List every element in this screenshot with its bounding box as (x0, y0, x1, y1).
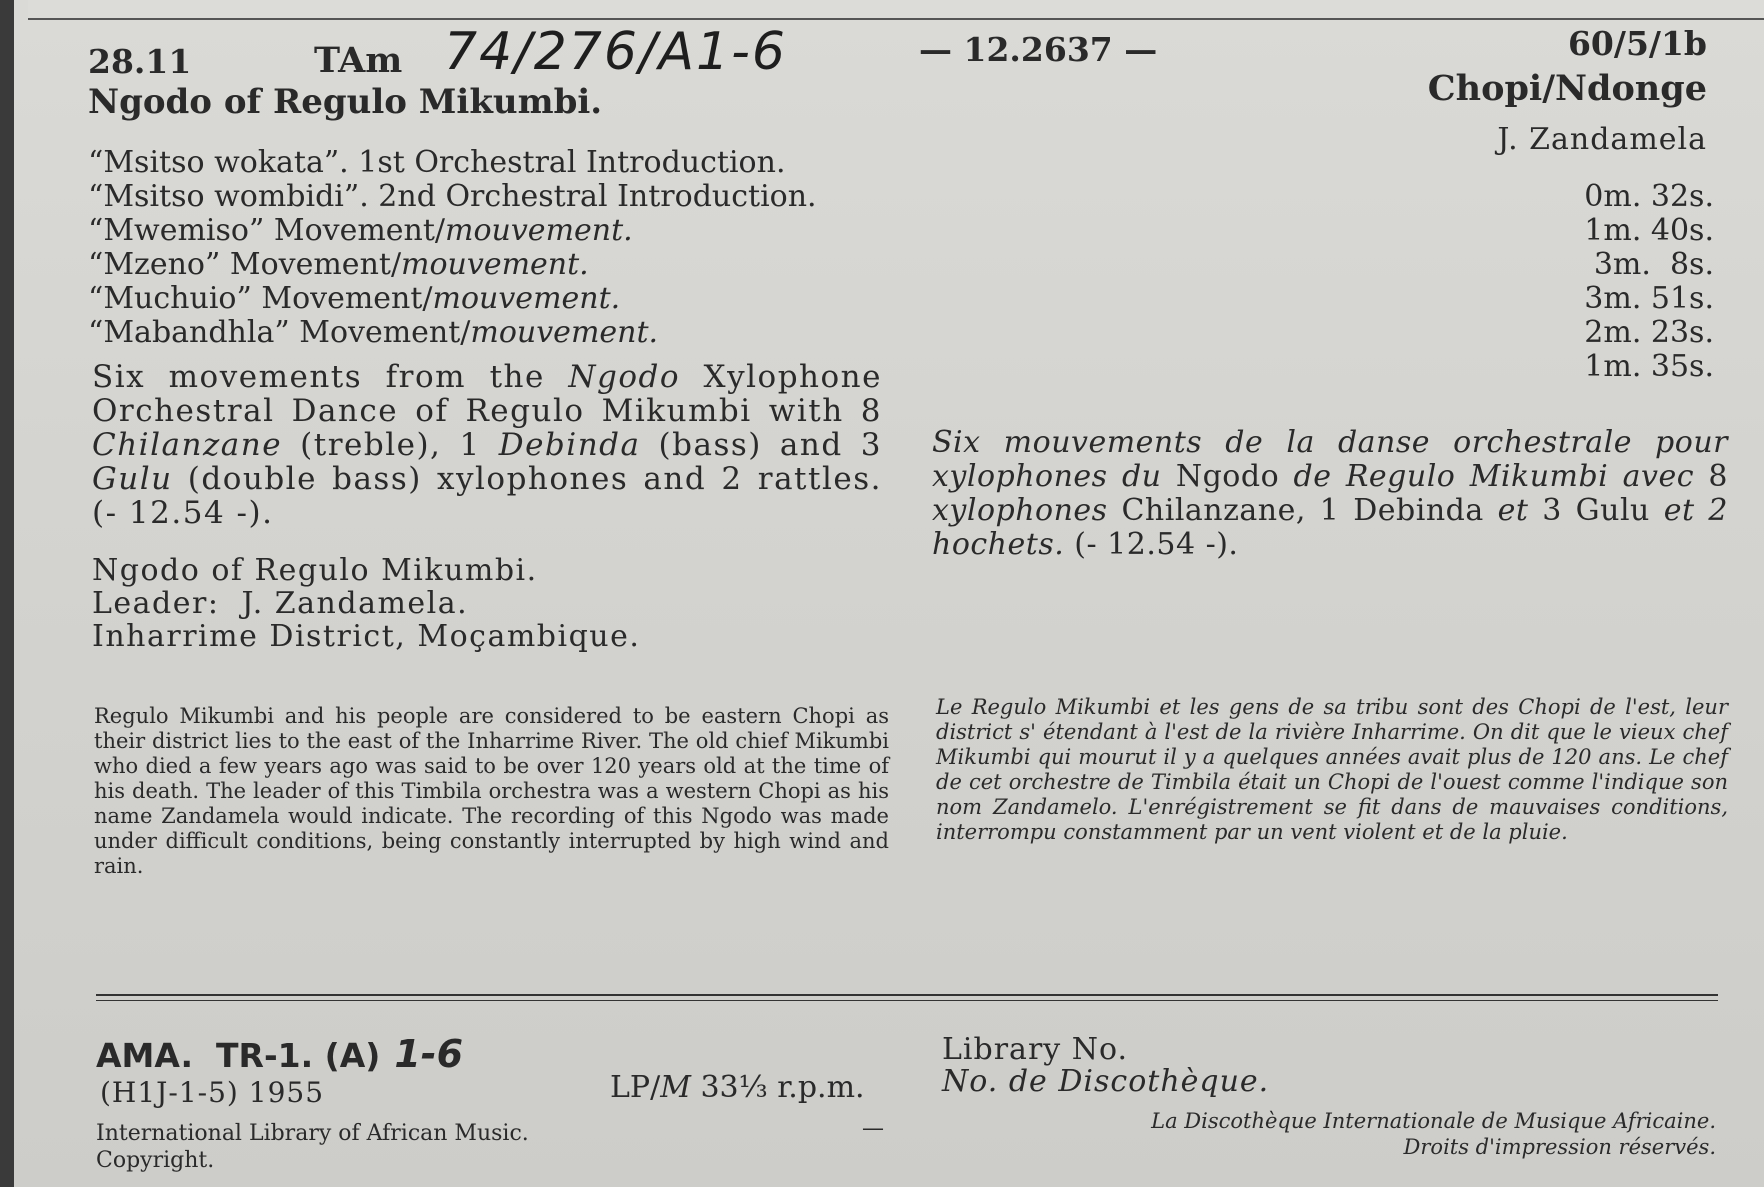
library-number-label: Library No. (942, 1032, 1129, 1067)
divider-rule (96, 1000, 1718, 1001)
track-duration: 1m. 35s. (1584, 349, 1714, 384)
handwritten-reference: 74/276/A1-6 (444, 22, 787, 82)
district-line: Inharrime District, Moçambique. (92, 619, 641, 654)
track-duration: 1m. 40s. (1584, 213, 1714, 248)
library-number-label-fr: No. de Discothèque. (942, 1064, 1270, 1099)
handwritten-track-range: 1-6 (394, 1032, 464, 1076)
archive-code: AMA. TR-1. (A) 1-6 (96, 1032, 464, 1076)
divider-rule (96, 994, 1718, 996)
track-item: “Msitso wokata”. 1st Orchestral Introduction. (88, 145, 786, 180)
track-duration: 3m. 51s. (1584, 281, 1714, 316)
publisher-french: La Discothèque Internationale de Musique Africaine. Droits d'impression réservés. (1151, 1109, 1716, 1159)
track-duration: 0m. 32s. (1584, 179, 1714, 214)
note-french: Le Regulo Mikumbi et les gens de sa tribu sont des Chopi de l'est, leur district s' étendant à l'est de la rivière Inharrime. On dit que le vieux chef Mikumbi qui mourut il y a quelques années avait plus de 120 ans. Le chef de cet orchestre de Timbila était un Chopi de l'ouest comme l'indique son nom Zandamelo. L'enrégistrement se fit dans de mauvaises conditions, interrompu constamment par un vent violent et de la pluie. (936, 695, 1728, 844)
track-duration: 3m. 8s. (1593, 247, 1714, 282)
leader-name: J. Zandamela (1497, 122, 1707, 157)
track-item: “Mzeno” Movement/mouvement. (88, 247, 589, 282)
note-english: Regulo Mikumbi and his people are considered to be eastern Chopi as their district lies to the east of the Inharrime River. The old chief Mikumbi who died a few years ago was said to be over 120 years old at the time of his death. The leader of this Timbila orchestra was a western Chopi as his name Zandamela would indicate. The recording of this Ngodo was made under difficult conditions, being constantly interrupted by high wind and rain. (94, 704, 889, 878)
catalogue-number: — 12.2637 — (919, 30, 1158, 69)
track-duration: 2m. 23s. (1584, 315, 1714, 350)
record-title: Ngodo of Regulo Mikumbi. (88, 82, 603, 122)
track-item: “Muchuio” Movement/mouvement. (88, 281, 621, 316)
tribe-name: Chopi/Ndonge (1427, 68, 1707, 109)
footer-dash: — (862, 1116, 884, 1141)
description-english: Six movements from the Ngodo Xylophone Orchestral Dance of Regulo Mikumbi with 8 Chilanzane (treble), 1 Debinda (bass) and 3 Gulu (double bass) xylophones and 2 rattles. (- 12.54 -). (92, 359, 882, 531)
top-edge (28, 0, 1764, 20)
track-item: “Msitso wombidi”. 2nd Orchestral Introduction. (88, 179, 817, 214)
record-format: LP/M 33⅓ r.p.m. (610, 1070, 865, 1105)
recording-year: (H1J-1-5) 1955 (100, 1076, 325, 1109)
track-durations (1584, 180, 1714, 384)
reference-number: 60/5/1b (1567, 24, 1707, 63)
track-list (88, 146, 817, 350)
card-code: 28.11 (88, 42, 192, 81)
publisher-english: International Library of African Music. Copyright. (96, 1121, 529, 1173)
track-item: “Mabandhla” Movement/mouvement. (88, 315, 659, 350)
leader-line: Leader: J. Zandamela. (92, 586, 469, 621)
group-name: Ngodo of Regulo Mikumbi. (92, 553, 538, 588)
performer-info (92, 554, 640, 653)
series-code: TAm (314, 40, 403, 81)
track-item: “Mwemiso” Movement/mouvement. (88, 213, 633, 248)
description-french: Six mouvements de la danse orchestrale pour xylophones du Ngodo de Regulo Mikumbi avec 8 xylophones Chilanzane, 1 Debinda et 3 Gulu et 2 hochets. (- 12.54 -). (932, 425, 1728, 562)
